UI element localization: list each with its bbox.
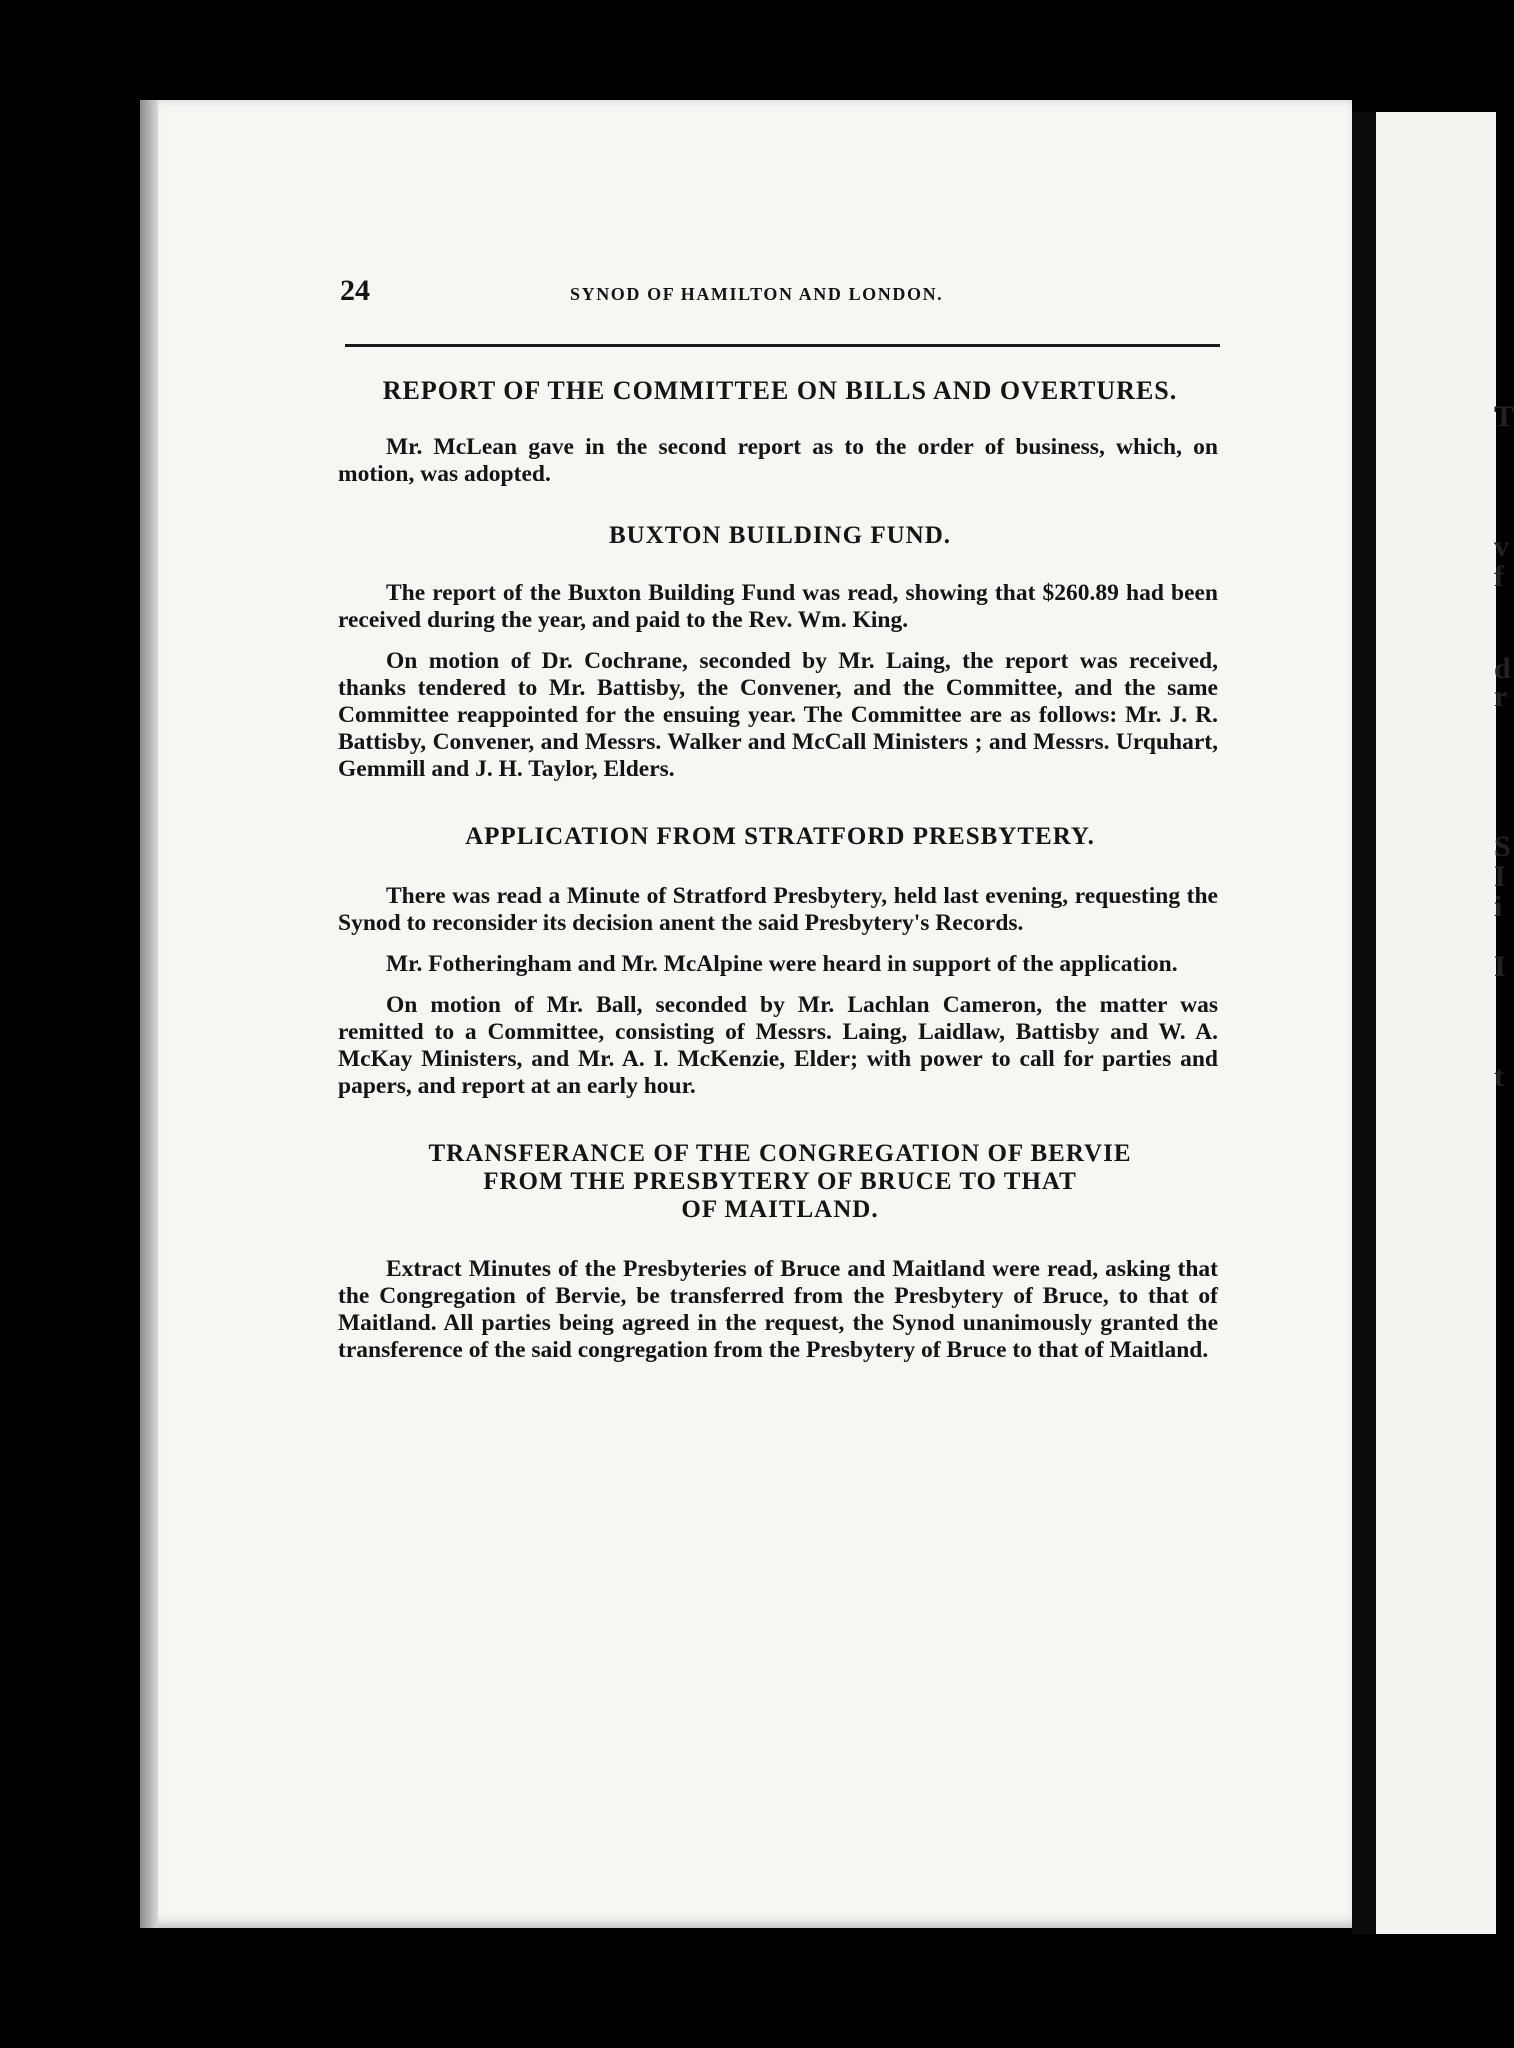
section-heading: BUXTON BUILDING FUND. (608, 522, 952, 549)
paragraph: On motion of Dr. Cochrane, seconded by Mr. Laing, the report was received, thanks tendered to Mr. Battisby, the Convener, and the Committee, and the same Committee reappointed for the ensuing year. The Committee are as follows: Mr. J. R. Battisby, Convener, and Messrs. Walker and McCall Ministers ; and Messrs. Urquhart, Gemmill and J. H. Taylor, Elders. (338, 648, 1218, 782)
paragraph: Extract Minutes of the Presbyteries of Bruce and Maitland were read, asking that the Congregation of Bervie, be transferred from the Presbytery of Bruce, to that of Maitland. All parties being agreed in the request, the Synod unanimously granted the transference of the said congregation from the Presbytery of Bruce to that of Maitland. (338, 1256, 1218, 1363)
paragraph: The report of the Buxton Building Fund was read, showing that $260.89 had been received during the year, and paid to the Rev. Wm. King. (338, 580, 1218, 633)
facing-page-fragment: d (1494, 652, 1511, 685)
section-heading (190, 1140, 1210, 1224)
section-heading: APPLICATION FROM STRATFORD PRESBYTERY. (465, 823, 1095, 850)
page-content (190, 270, 1218, 1364)
section-heading-line: FROM THE PRESBYTERY OF BRUCE TO THAT (483, 1168, 1077, 1195)
section-heading-line: TRANSFERANCE OF THE CONGREGATION OF BERVIE (428, 1140, 1132, 1167)
section-heading-line: OF MAITLAND. (681, 1196, 879, 1223)
page-number: 24 (340, 274, 370, 307)
facing-page-fragment: i (1494, 890, 1503, 923)
facing-page-fragment: t (1494, 1060, 1504, 1093)
facing-page-fragment: r (1494, 680, 1508, 713)
facing-page-fragment: v (1494, 530, 1509, 563)
book-gutter (1352, 112, 1376, 1934)
section-heading: REPORT OF THE COMMITTEE ON BILLS AND OVERTURES. (382, 376, 1178, 405)
facing-page-fragment: I (1494, 860, 1506, 893)
running-title: SYNOD OF HAMILTON AND LONDON. (570, 284, 944, 304)
running-head (190, 270, 1210, 322)
facing-page-fragment: S (1494, 830, 1511, 863)
paragraph: There was read a Minute of Stratford Presbytery, held last evening, requesting the Synod to reconsider its decision anent the said Presbytery's Records. (338, 883, 1218, 936)
header-rule (345, 344, 1220, 347)
facing-page-fragment: T (1494, 400, 1514, 433)
paragraph: Mr. McLean gave in the second report as to the order of business, which, on motion, was adopted. (338, 434, 1218, 487)
paragraph: Mr. Fotheringham and Mr. McAlpine were heard in support of the application. (386, 951, 1178, 977)
facing-page-fragment: f (1494, 560, 1504, 593)
facing-page (1376, 112, 1514, 1934)
facing-page-fragment: I (1494, 950, 1506, 983)
paragraph: On motion of Mr. Ball, seconded by Mr. Lachlan Cameron, the matter was remitted to a Committee, consisting of Messrs. Laing, Laidlaw, Battisby and W. A. McKay Ministers, and Mr. A. I. McKenzie, Elder; with power to call for parties and papers, and report at an early hour. (338, 992, 1218, 1099)
